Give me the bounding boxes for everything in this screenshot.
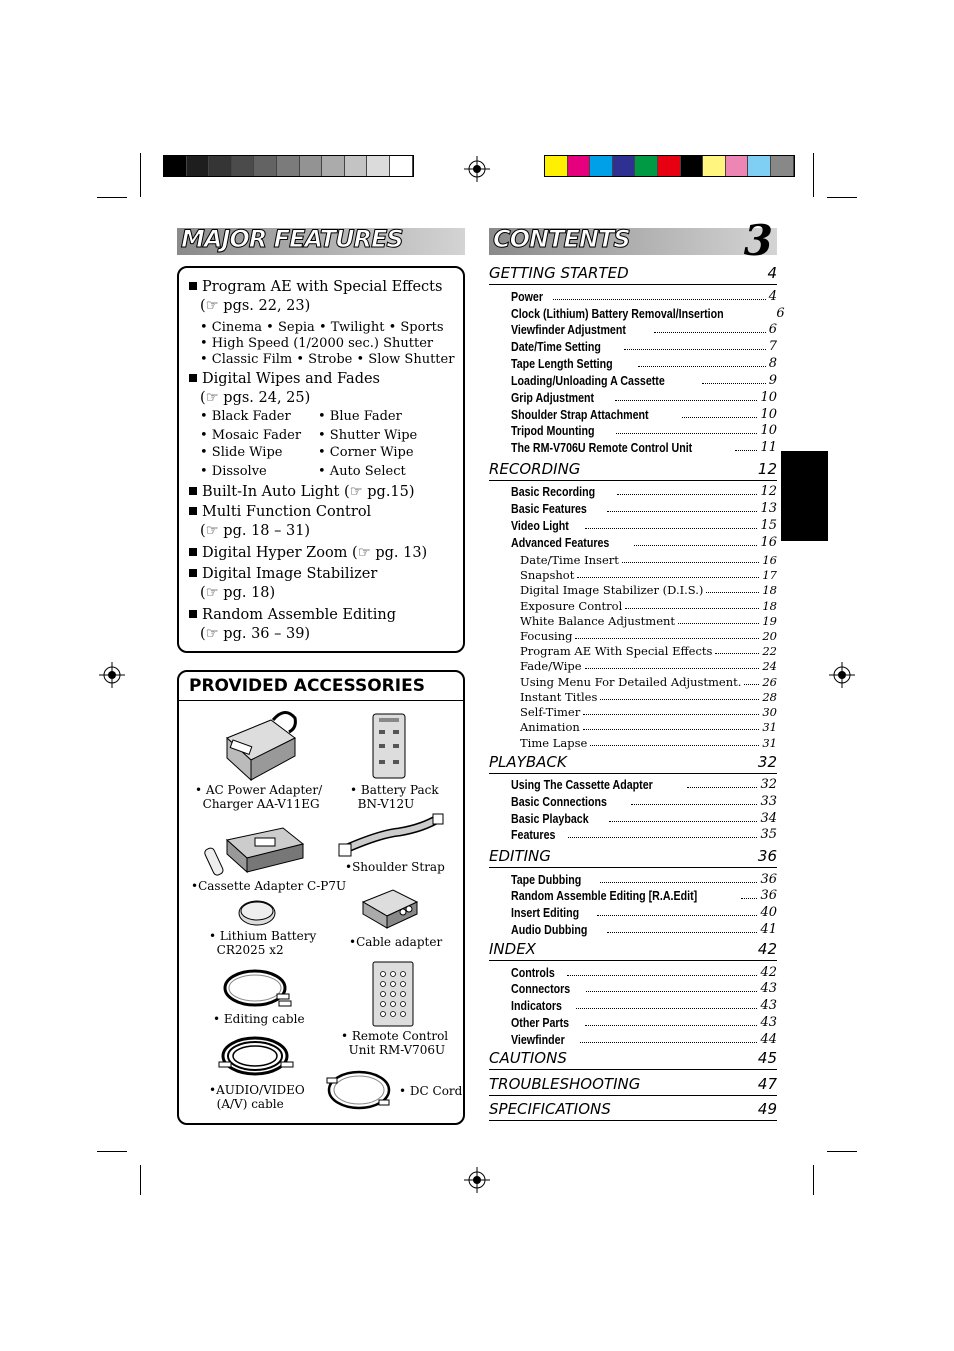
toc-entry: Date/Time Setting 7 [511,339,777,354]
calibration-swatch [703,156,726,176]
feature-item: Program AE with Special Effects [189,278,442,297]
feature-ref: (☞ pg. 18 – 31) [200,523,311,539]
accessory-label: • DC Cord [399,1084,463,1098]
calibration-swatch [232,156,255,176]
calibration-swatch [390,156,413,176]
calibration-swatch [613,156,636,176]
toc-subentry: Snapshot 17 [520,568,777,582]
toc-entry: Clock (Lithium) Battery Removal/Insertion 6 [511,306,785,321]
crop-mark [813,153,814,197]
toc-subentry: Instant Titles 28 [520,690,777,704]
pointing-hand-icon: ☞ [357,545,371,561]
editing-cable-illustration [221,968,293,1012]
feature-ref: (☞ pgs. 24, 25) [200,390,311,406]
page-number: 3 [743,216,773,265]
contents-header [489,216,777,265]
calibration-swatch [568,156,591,176]
crop-mark [813,1165,814,1195]
wipe-item: • Dissolve [200,464,267,479]
calibration-swatch [322,156,345,176]
registration-mark-icon [829,662,855,688]
calibration-swatch [771,156,794,176]
toc-entry: Indicators 43 [511,998,777,1013]
wipe-item: • Mosaic Fader [200,428,302,443]
toc-entry: Connectors 43 [511,981,777,996]
toc-entry: Tripod Mounting 10 [511,423,777,438]
crop-mark [827,197,857,198]
crop-mark [97,1151,127,1152]
effects-line: • Classic Film • Strobe • Slow Shutter [200,352,455,367]
accessory-label: •Shoulder Strap [345,860,445,874]
toc-subentry: Time Lapse 31 [520,736,777,750]
toc-entry: Insert Editing 40 [511,905,777,920]
pointing-hand-icon: ☞ [205,298,219,314]
accessory-label: • Battery Pack BN-V12U [350,783,439,811]
toc-section-heading: TROUBLESHOOTING 47 [489,1075,777,1096]
calibration-swatch [590,156,613,176]
feature-ref: (☞ pgs. 22, 23) [200,298,311,314]
pointing-hand-icon: ☞ [205,626,219,642]
toc-subentry: Program AE With Special Effects 22 [520,644,777,658]
wipe-item: • Blue Fader [318,409,402,424]
registration-mark-icon [99,662,125,688]
toc-subentry: Date/Time Insert 16 [520,553,777,567]
calibration-swatch [187,156,210,176]
pointing-hand-icon: ☞ [205,523,219,539]
toc-section-heading: PLAYBACK 32 [489,753,777,774]
toc-entry: Tape Length Setting 8 [511,356,777,371]
crop-mark [140,153,141,197]
registration-mark-icon [464,1167,490,1193]
toc-section-heading: EDITING 36 [489,847,777,868]
accessories-title: PROVIDED ACCESSORIES [189,676,425,696]
grayscale-calibration-bar [163,155,414,177]
toc-entry: Tape Dubbing 36 [511,872,777,887]
toc-section-heading: RECORDING 12 [489,460,777,481]
shoulder-strap-illustration [339,812,444,860]
effects-line: • Cinema • Sepia • Twilight • Sports [200,320,444,335]
wipe-item: • Corner Wipe [318,445,414,460]
effects-line: • High Speed (1/2000 sec.) Shutter [200,336,434,351]
toc-entry: Random Assemble Editing [R.A.Edit] 36 [511,888,777,903]
crop-mark [827,1151,857,1152]
accessory-label: • AC Power Adapter/ Charger AA-V11EG [195,783,323,811]
crop-mark [140,1165,141,1195]
toc-entry: Power 4 [511,289,777,304]
calibration-swatch [209,156,232,176]
feature-item: Built-In Auto Light (☞ pg.15) [189,483,415,502]
toc-entry: Controls 42 [511,965,777,980]
toc-section-heading: GETTING STARTED 4 [489,264,777,285]
calibration-swatch [367,156,390,176]
accessory-label: • Lithium Battery CR2025 x2 [209,929,317,957]
calibration-swatch [658,156,681,176]
dc-cord-illustration [323,1068,395,1116]
calibration-swatch [545,156,568,176]
toc-entry: Viewfinder Adjustment 6 [511,322,777,337]
calibration-swatch [300,156,323,176]
toc-entry: Audio Dubbing 41 [511,922,777,937]
calibration-swatch [681,156,704,176]
toc-section-heading: CAUTIONS 45 [489,1049,777,1070]
feature-item: Multi Function Control [189,503,371,522]
calibration-swatch [748,156,771,176]
provided-accessories-box [177,670,465,1125]
calibration-swatch [254,156,277,176]
remote-control-illustration [371,960,415,1028]
cassette-adapter-illustration [207,824,307,878]
registration-mark-icon [464,156,490,182]
contents-title: CONTENTS [493,225,630,253]
calibration-swatch [726,156,749,176]
battery-pack-illustration [369,710,411,782]
wipe-item: • Shutter Wipe [318,428,418,443]
toc-entry: Shoulder Strap Attachment 10 [511,407,777,422]
feature-item: Digital Image Stabilizer [189,565,377,584]
toc-section-heading: SPECIFICATIONS 49 [489,1100,777,1121]
accessory-label: •AUDIO/VIDEO (A/V) cable [209,1083,305,1111]
toc-entry: Viewfinder 44 [511,1032,777,1047]
accessory-label: • Editing cable [213,1012,305,1026]
wipe-item: • Auto Select [318,464,406,479]
ac-adapter-illustration [219,710,301,782]
toc-entry: Loading/Unloading A Cassette 9 [511,373,777,388]
pointing-hand-icon: ☞ [205,585,219,601]
calibration-swatch [277,156,300,176]
feature-item: Digital Wipes and Fades [189,370,380,389]
toc-entry: Advanced Features 16 [511,535,777,550]
toc-subentry: Self-Timer 30 [520,705,777,719]
crop-mark [97,197,127,198]
lithium-battery-illustration [237,898,277,928]
accessory-label: •Cable adapter [349,935,443,949]
toc-entry: Grip Adjustment 10 [511,390,777,405]
accessory-label: •Cassette Adapter C-P7U [191,879,347,893]
accessory-label: • Remote Control Unit RM-V706U [341,1029,449,1057]
major-features-header [177,225,465,255]
toc-subentry: Fade/Wipe 24 [520,659,777,673]
pointing-hand-icon: ☞ [349,484,363,500]
major-features-title: MAJOR FEATURES [181,225,403,253]
toc-entry: Basic Recording 12 [511,484,777,499]
toc-entry: Video Light 15 [511,518,777,533]
av-cable-illustration [217,1034,297,1082]
wipe-item: • Slide Wipe [200,445,283,460]
toc-entry: The RM-V706U Remote Control Unit 11 [511,440,777,455]
toc-subentry: Exposure Control 18 [520,599,777,613]
toc-subentry: Animation 31 [520,720,777,734]
major-features-box [177,266,465,653]
calibration-swatch [635,156,658,176]
calibration-swatch [164,156,187,176]
toc-entry: Basic Connections 33 [511,794,777,809]
feature-ref: (☞ pg. 18) [200,585,276,601]
toc-entry: Other Parts 43 [511,1015,777,1030]
toc-entry: Basic Playback 34 [511,811,777,826]
feature-item: Digital Hyper Zoom (☞ pg. 13) [189,544,427,563]
feature-item: Random Assemble Editing [189,606,396,625]
toc-subentry: Focusing 20 [520,629,777,643]
toc-subentry: Digital Image Stabilizer (D.I.S.) 18 [520,583,777,597]
section-thumb-tab [781,451,828,541]
wipe-item: • Black Fader [200,409,291,424]
pointing-hand-icon: ☞ [205,390,219,406]
color-calibration-bar [544,155,795,177]
calibration-swatch [345,156,368,176]
cable-adapter-illustration [357,886,421,930]
toc-section-heading: INDEX 42 [489,940,777,961]
toc-subentry: Using Menu For Detailed Adjustment. 26 [520,675,777,689]
toc-entry: Using The Cassette Adapter 32 [511,777,777,792]
toc-subentry: White Balance Adjustment 19 [520,614,777,628]
toc-entry: Basic Features 13 [511,501,777,516]
toc-entry: Features 35 [511,827,777,842]
feature-ref: (☞ pg. 36 – 39) [200,626,311,642]
